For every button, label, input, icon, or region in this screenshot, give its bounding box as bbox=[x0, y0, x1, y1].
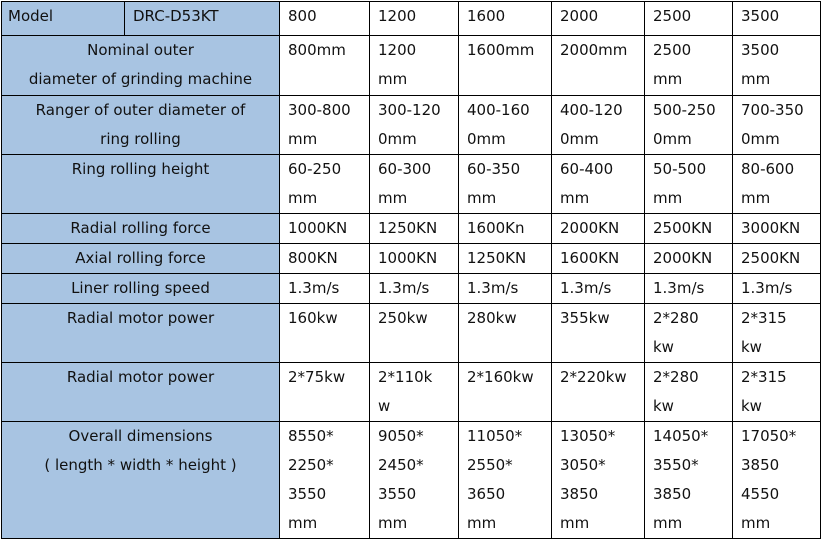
table-row bbox=[2, 274, 821, 304]
table-cell: 1250KN bbox=[459, 244, 552, 274]
row-label: Liner rolling speed bbox=[2, 274, 280, 304]
table-cell: 2*315 kw bbox=[733, 304, 821, 363]
table-cell: 500-250 0mm bbox=[645, 96, 733, 155]
spec-table bbox=[1, 1, 821, 539]
table-cell: 400-160 0mm bbox=[459, 96, 552, 155]
column-header: 2500 bbox=[645, 2, 733, 36]
table-cell: 1250KN bbox=[370, 214, 459, 244]
model-name: DRC-D53KT bbox=[133, 7, 219, 25]
column-header: 2000 bbox=[552, 2, 645, 36]
table-cell: 1600mm bbox=[459, 36, 552, 96]
table-cell: 8550* 2250* 3550 mm bbox=[280, 422, 370, 539]
table-cell: 2*280 kw bbox=[645, 363, 733, 422]
row-label: Radial rolling force bbox=[2, 214, 280, 244]
table-cell: 1600Kn bbox=[459, 214, 552, 244]
table-cell: 1.3m/s bbox=[459, 274, 552, 304]
table-cell: 2500KN bbox=[645, 214, 733, 244]
column-header: 3500 bbox=[733, 2, 821, 36]
table-cell: 160kw bbox=[280, 304, 370, 363]
table-cell: 60-250 mm bbox=[280, 155, 370, 214]
table-cell: 700-350 0mm bbox=[733, 96, 821, 155]
column-header: 1600 bbox=[459, 2, 552, 36]
header-row bbox=[2, 2, 821, 36]
table-row bbox=[2, 422, 821, 539]
column-header: 1200 bbox=[370, 2, 459, 36]
row-label: Nominal outer diameter of grinding machine bbox=[2, 36, 280, 96]
table-row bbox=[2, 304, 821, 363]
table-cell: 1.3m/s bbox=[733, 274, 821, 304]
row-label: Axial rolling force bbox=[2, 244, 280, 274]
table-cell: 2*220kw bbox=[552, 363, 645, 422]
table-cell: 300-800 mm bbox=[280, 96, 370, 155]
table-cell: 1000KN bbox=[280, 214, 370, 244]
row-label: Radial motor power bbox=[2, 304, 280, 363]
table-cell: 2000mm bbox=[552, 36, 645, 96]
table-cell: 2000KN bbox=[645, 244, 733, 274]
column-header: 800 bbox=[280, 2, 370, 36]
table-cell: 2*315 kw bbox=[733, 363, 821, 422]
table-cell: 2*110k w bbox=[370, 363, 459, 422]
table-cell: 2500KN bbox=[733, 244, 821, 274]
table-cell: 50-500 mm bbox=[645, 155, 733, 214]
row-label: Overall dimensions ( length * width * height ) bbox=[2, 422, 280, 539]
table-cell: 9050* 2450* 3550 mm bbox=[370, 422, 459, 539]
model-name-cell bbox=[125, 2, 280, 36]
table-cell: 400-120 0mm bbox=[552, 96, 645, 155]
model-label-cell bbox=[2, 2, 125, 36]
table-cell: 80-600 mm bbox=[733, 155, 821, 214]
table-cell: 355kw bbox=[552, 304, 645, 363]
table-row bbox=[2, 36, 821, 96]
row-label: Ring rolling height bbox=[2, 155, 280, 214]
table-cell: 13050* 3050* 3850 mm bbox=[552, 422, 645, 539]
row-label: Radial motor power bbox=[2, 363, 280, 422]
table-cell: 3500 mm bbox=[733, 36, 821, 96]
table-cell: 14050* 3550* 3850 mm bbox=[645, 422, 733, 539]
table-cell: 1.3m/s bbox=[370, 274, 459, 304]
table-row bbox=[2, 155, 821, 214]
table-cell: 300-120 0mm bbox=[370, 96, 459, 155]
table-cell: 800KN bbox=[280, 244, 370, 274]
table-row bbox=[2, 363, 821, 422]
table-cell: 1.3m/s bbox=[552, 274, 645, 304]
table-row bbox=[2, 96, 821, 155]
table-cell: 1200 mm bbox=[370, 36, 459, 96]
table-cell: 1.3m/s bbox=[280, 274, 370, 304]
table-cell: 250kw bbox=[370, 304, 459, 363]
table-cell: 800mm bbox=[280, 36, 370, 96]
table-cell: 2*160kw bbox=[459, 363, 552, 422]
table-cell: 1000KN bbox=[370, 244, 459, 274]
table-cell: 60-400 mm bbox=[552, 155, 645, 214]
table-cell: 3000KN bbox=[733, 214, 821, 244]
table-cell: 60-350 mm bbox=[459, 155, 552, 214]
table-cell: 11050* 2550* 3650 mm bbox=[459, 422, 552, 539]
table-cell: 280kw bbox=[459, 304, 552, 363]
table-cell: 1.3m/s bbox=[645, 274, 733, 304]
table-cell: 1600KN bbox=[552, 244, 645, 274]
table-cell: 2*75kw bbox=[280, 363, 370, 422]
table-cell: 2000KN bbox=[552, 214, 645, 244]
table-cell: 2*280 kw bbox=[645, 304, 733, 363]
table-cell: 2500 mm bbox=[645, 36, 733, 96]
row-label: Ranger of outer diameter of ring rolling bbox=[2, 96, 280, 155]
table-cell: 17050* 3850 4550 mm bbox=[733, 422, 821, 539]
table-cell: 60-300 mm bbox=[370, 155, 459, 214]
model-label: Model bbox=[8, 7, 54, 25]
table-row bbox=[2, 214, 821, 244]
table-row bbox=[2, 244, 821, 274]
